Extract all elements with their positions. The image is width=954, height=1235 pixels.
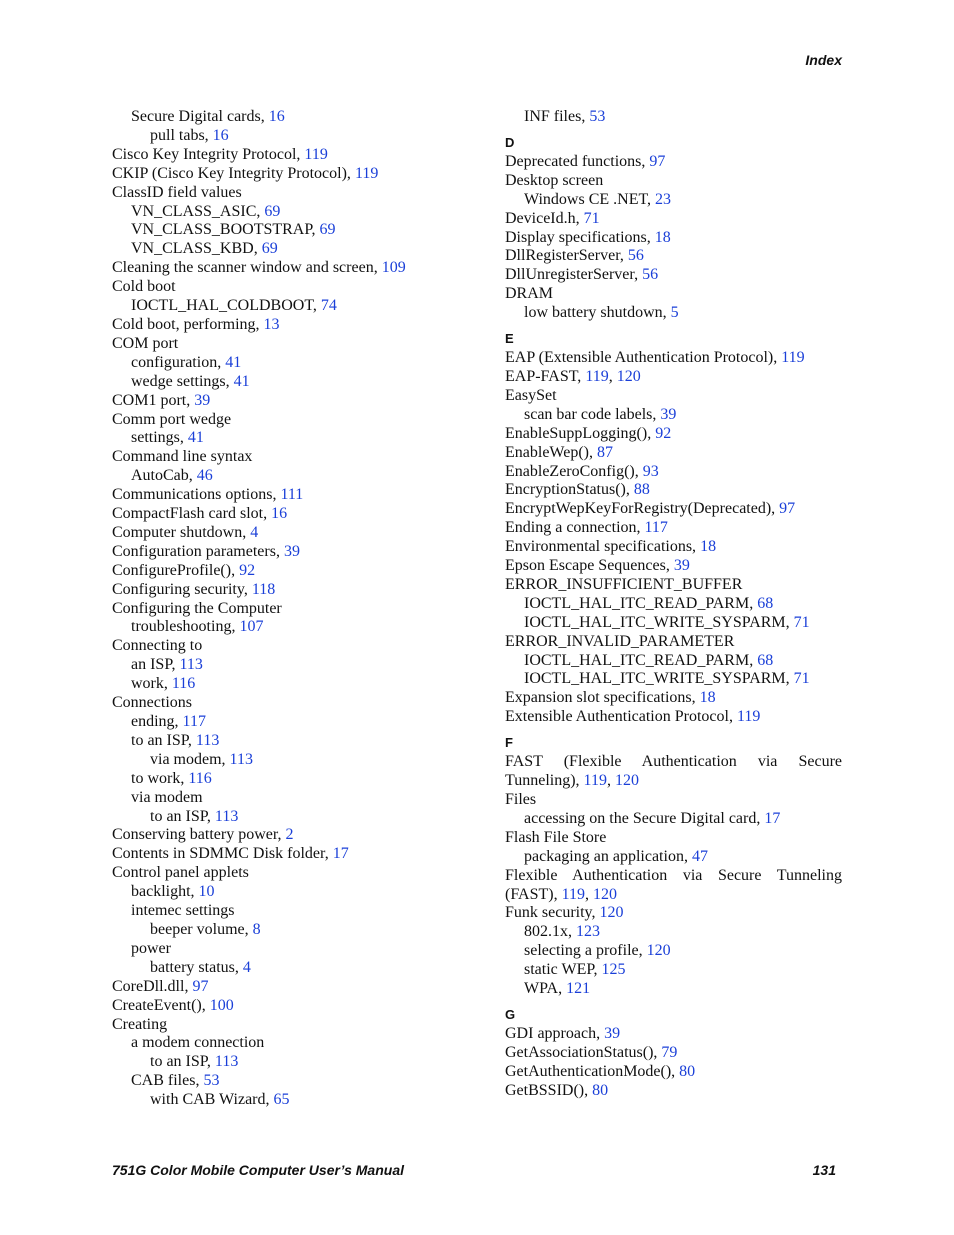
index-entry: [112, 581, 452, 600]
index-entry: FAST (Flexible Authentication via Secure Tunneling), 119, 120: [505, 753, 842, 790]
index-entry: [112, 1091, 452, 1110]
index-entry: [505, 444, 842, 463]
index-term: IOCTL_HAL_ITC_WRITE_SYSPARM,: [524, 613, 794, 631]
page-link[interactable]: 97: [779, 500, 796, 518]
index-term: battery status,: [150, 958, 243, 976]
page-link[interactable]: 4: [250, 523, 259, 541]
index-entry: [112, 543, 452, 562]
index-term: CompactFlash card slot,: [112, 505, 272, 523]
page-link[interactable]: 118: [251, 580, 276, 598]
page-link[interactable]: 69: [319, 221, 336, 239]
index-entry: [112, 411, 452, 430]
index-term: to work,: [131, 769, 189, 787]
index-term: EnableZeroConfig(),: [505, 462, 643, 480]
index-entry: Flexible Authentication via Secure Tunneling (FAST), 119, 120: [505, 866, 842, 903]
index-term: scan bar code labels,: [524, 405, 661, 423]
page-link[interactable]: 4: [242, 958, 251, 976]
index-entry: [505, 614, 842, 633]
page-link[interactable]: 16: [271, 505, 288, 523]
index-entry: EAP-FAST, 119, 120: [505, 367, 641, 385]
page-link[interactable]: 8: [252, 920, 261, 938]
index-entry: [112, 562, 452, 581]
index-term: work,: [131, 675, 172, 693]
index-term: Windows CE .NET,: [524, 190, 656, 208]
index-entry: [112, 392, 452, 411]
index-entry: [505, 689, 842, 708]
index-term: Ending a connection,: [505, 519, 645, 537]
index-term: configuration,: [131, 353, 226, 371]
page-link[interactable]: 41: [225, 353, 242, 371]
index-term: Expansion slot specifications,: [505, 689, 700, 707]
page-link[interactable]: 74: [320, 297, 337, 315]
page-link[interactable]: 53: [203, 1072, 220, 1090]
index-term: EAP (Extensible Authentication Protocol),: [505, 349, 782, 367]
index-term: pull tabs,: [150, 126, 213, 144]
index-term: CoreDll.dll,: [112, 977, 193, 995]
index-entry: [112, 203, 452, 222]
index-term: intemec settings: [131, 902, 235, 920]
page-link[interactable]: 119: [561, 885, 585, 903]
index-term: VN_CLASS_BOOTSTRAP,: [131, 221, 320, 239]
page-link[interactable]: 5: [670, 304, 679, 322]
page-link[interactable]: 113: [229, 750, 253, 768]
index-entry: [112, 618, 452, 637]
index-term: a modem connection: [131, 1034, 265, 1052]
index-entry: [112, 940, 452, 959]
index-entry: [112, 297, 452, 316]
page-link[interactable]: 71: [793, 670, 810, 688]
index-term: static WEP,: [524, 961, 602, 979]
page-link[interactable]: 69: [264, 202, 281, 220]
index-entry: [112, 808, 452, 827]
index-term: Configuration parameters,: [112, 542, 284, 560]
index-entry: [112, 845, 452, 864]
page-link[interactable]: 117: [644, 519, 668, 537]
index-term: ConfigureProfile(),: [112, 561, 240, 579]
index-entry: [112, 486, 452, 505]
index-entry: [112, 826, 452, 845]
index-entry: [505, 304, 842, 323]
index-entry: [112, 108, 452, 127]
page-link[interactable]: 119: [354, 164, 379, 182]
index-term: EAP-FAST,: [505, 367, 586, 385]
index-entry: [505, 652, 842, 671]
index-term: to an ISP,: [150, 1053, 215, 1071]
index-entry: [112, 448, 452, 467]
page-link[interactable]: 109: [381, 259, 406, 277]
page-link[interactable]: 46: [196, 467, 213, 485]
index-entry: [505, 942, 842, 961]
index-term: GetAuthenticationMode(),: [505, 1062, 680, 1080]
index-term: Extensible Authentication Protocol,: [505, 708, 737, 726]
index-entry: [112, 146, 452, 165]
index-entry: [505, 670, 842, 689]
index-entry: [505, 576, 842, 595]
index-entry: [505, 1025, 842, 1044]
index-term: beeper volume,: [150, 920, 253, 938]
index-term: Epson Escape Sequences,: [505, 557, 674, 575]
index-term: IOCTL_HAL_ITC_WRITE_SYSPARM,: [524, 670, 794, 688]
index-entry: [505, 108, 842, 127]
page-link[interactable]: 71: [793, 613, 810, 631]
index-entry: [505, 595, 842, 614]
index-term: GetBSSID(),: [505, 1081, 593, 1099]
index-term: with CAB Wizard,: [150, 1091, 274, 1109]
page-link[interactable]: 13: [263, 315, 280, 333]
index-term: Cold boot, performing,: [112, 315, 264, 333]
index-term: Control panel applets: [112, 864, 249, 882]
index-term: packaging an application,: [524, 847, 692, 865]
section-header: Index: [805, 52, 842, 68]
index-entry: [505, 210, 842, 229]
index-entry: [505, 172, 842, 191]
index-entry: [112, 600, 452, 619]
index-entry: [112, 165, 452, 184]
index-term: wedge settings,: [131, 372, 234, 390]
index-entry: [505, 791, 842, 810]
index-term: FAST (Flexible Authentication via Secure Tunneling),: [505, 753, 842, 790]
page-link[interactable]: 107: [239, 618, 264, 636]
page-link[interactable]: 113: [195, 731, 220, 749]
page-link[interactable]: 120: [614, 772, 639, 790]
page-link[interactable]: 65: [273, 1091, 290, 1109]
index-entry: [505, 961, 842, 980]
index-entry: [112, 373, 452, 392]
index-entry: [112, 959, 452, 978]
index-entry: [505, 285, 842, 304]
index-entry: [112, 770, 452, 789]
page-link[interactable]: 2: [285, 826, 294, 844]
index-term: Desktop screen: [505, 171, 604, 189]
index-term: CreateEvent(),: [112, 996, 210, 1014]
index-letter-heading: D: [505, 134, 515, 150]
page-link[interactable]: 119: [736, 708, 761, 726]
index-entry: [112, 184, 452, 203]
index-entry: [505, 229, 842, 248]
index-entry: [505, 829, 842, 848]
page-link[interactable]: 111: [280, 486, 304, 504]
index-entry: [505, 481, 842, 500]
index-entry: [112, 278, 452, 297]
index-term: IOCTL_HAL_ITC_READ_PARM,: [524, 651, 758, 669]
index-term: Creating: [112, 1015, 168, 1033]
index-term: DRAM: [505, 285, 554, 303]
index-entry: [505, 425, 842, 444]
page-link[interactable]: 39: [660, 405, 677, 423]
index-entry: [112, 883, 452, 902]
index-term: WPA,: [524, 980, 567, 998]
index-term: power: [131, 939, 171, 957]
index-entry: [112, 789, 452, 808]
index-term: COM port: [112, 334, 179, 352]
page-link[interactable]: 39: [604, 1024, 621, 1042]
index-term: VN_CLASS_ASIC,: [131, 202, 265, 220]
index-term: Configuring the Computer: [112, 599, 282, 617]
index-entry: [505, 266, 842, 285]
index-entry: [112, 316, 452, 335]
index-entry: [112, 656, 452, 675]
index-entry: [112, 978, 452, 997]
index-term: troubleshooting,: [131, 618, 240, 636]
index-entry: [112, 732, 452, 751]
page-link[interactable]: 68: [757, 651, 774, 669]
page-link[interactable]: 10: [198, 883, 215, 901]
index-entry: [112, 1072, 452, 1091]
index-term: Conserving battery power,: [112, 826, 286, 844]
index-entry: [505, 557, 842, 576]
index-entry: [505, 387, 842, 406]
index-term: EncryptWepKeyForRegistry(Deprecated),: [505, 500, 780, 518]
index-entry: [505, 247, 842, 266]
page-link[interactable]: 119: [304, 145, 328, 163]
page-link[interactable]: 41: [187, 429, 204, 447]
index-entry: [112, 1053, 452, 1072]
page-link[interactable]: 56: [642, 266, 659, 284]
page-link[interactable]: 116: [171, 675, 196, 693]
index-term: Command line syntax: [112, 448, 253, 466]
index-term: EnableWep(),: [505, 443, 597, 461]
index-term: accessing on the Secure Digital card,: [524, 809, 765, 827]
page-link[interactable]: 120: [646, 942, 671, 960]
page-link[interactable]: 56: [627, 247, 644, 265]
page-link[interactable]: 113: [214, 807, 239, 825]
index-entry: [112, 751, 452, 770]
index-term: DllUnregisterServer,: [505, 266, 643, 284]
index-term: IOCTL_HAL_ITC_READ_PARM,: [524, 594, 758, 612]
index-term: DllRegisterServer,: [505, 247, 628, 265]
index-term: GDI approach,: [505, 1024, 605, 1042]
index-term: EnableSuppLogging(),: [505, 424, 656, 442]
index-entry: [112, 505, 452, 524]
page-link[interactable]: 18: [700, 538, 717, 556]
page-link[interactable]: 119: [781, 349, 805, 367]
index-term: Display specifications,: [505, 228, 655, 246]
page-link[interactable]: 87: [597, 443, 613, 461]
page-link[interactable]: 123: [576, 923, 600, 941]
index-term: via modem: [131, 788, 203, 806]
index-entry: [112, 221, 452, 240]
index-entry: [505, 904, 842, 923]
index-entry: [112, 694, 452, 713]
page-link[interactable]: 125: [601, 961, 626, 979]
index-term: an ISP,: [131, 656, 180, 674]
index-entry: [112, 1034, 452, 1053]
page-link[interactable]: 39: [283, 542, 300, 560]
index-term: Cold boot: [112, 278, 176, 296]
index-entry: [505, 810, 842, 829]
page-link[interactable]: 23: [655, 190, 672, 208]
page-link[interactable]: 120: [616, 367, 641, 385]
index-term: Connecting to: [112, 637, 203, 655]
page-link[interactable]: 97: [649, 152, 666, 170]
index-term: to an ISP,: [150, 807, 215, 825]
index-term: Deprecated functions,: [505, 152, 650, 170]
page-link[interactable]: 71: [583, 209, 600, 227]
index-entry: [505, 519, 842, 538]
index-entry: [112, 354, 452, 373]
page-link[interactable]: 117: [182, 713, 206, 730]
index-term: Computer shutdown,: [112, 523, 251, 541]
index-entry: [505, 848, 842, 867]
index-entry: [505, 633, 842, 652]
index-letter-heading: F: [505, 735, 513, 751]
page-link[interactable]: 113: [179, 656, 203, 674]
index-term: Flexible Authentication via Secure Tunneling (FAST),: [505, 866, 842, 903]
index-entry: [112, 997, 452, 1016]
index-letter-heading: G: [505, 1006, 516, 1022]
index-term: Flash File Store: [505, 828, 607, 846]
footer-manual-title: 751G Color Mobile Computer User’s Manual: [112, 1162, 404, 1178]
index-term: selecting a profile,: [524, 942, 647, 960]
page-link[interactable]: 119: [583, 772, 607, 790]
page-link[interactable]: 79: [661, 1043, 678, 1061]
page-link[interactable]: 92: [655, 424, 672, 442]
page-link[interactable]: 116: [188, 769, 212, 787]
index-entry: [505, 191, 842, 210]
page-link[interactable]: 120: [599, 904, 624, 922]
page-link[interactable]: 69: [261, 240, 278, 258]
index-entry: [505, 349, 842, 368]
page-link[interactable]: 17: [764, 809, 781, 827]
page-link[interactable]: 100: [209, 996, 234, 1014]
page-link[interactable]: 93: [642, 462, 659, 480]
index-entry: [505, 708, 842, 727]
index-entry: [112, 1016, 452, 1035]
page-link[interactable]: 80: [679, 1062, 696, 1080]
index-term: ClassID field values: [112, 183, 242, 201]
page-link[interactable]: 68: [757, 594, 774, 612]
index-entry: [505, 980, 842, 999]
index-term: low battery shutdown,: [524, 304, 671, 322]
index-term: Connections: [112, 694, 192, 712]
page-link[interactable]: 120: [593, 885, 617, 903]
page-link[interactable]: 53: [589, 108, 606, 125]
page-link[interactable]: 41: [233, 372, 250, 390]
index-term: Configuring security,: [112, 580, 252, 598]
index-term: Environmental specifications,: [505, 538, 701, 556]
page-link[interactable]: 39: [194, 391, 211, 409]
index-term: GetAssociationStatus(),: [505, 1043, 662, 1061]
page-link[interactable]: 113: [214, 1053, 239, 1071]
index-term: Comm port wedge: [112, 410, 232, 428]
index-entry: [112, 259, 452, 278]
index-term: COM1 port,: [112, 391, 195, 409]
index-term: DeviceId.h,: [505, 209, 584, 227]
index-entry: [505, 153, 842, 172]
index-term: INF files,: [524, 108, 590, 125]
index-term: 802.1x,: [524, 923, 576, 941]
index-entry: [112, 127, 452, 146]
index-term: ERROR_INVALID_PARAMETER: [505, 632, 735, 650]
index-term: Cleaning the scanner window and screen,: [112, 259, 382, 277]
index-column-left: [112, 108, 452, 1110]
index-entry: [112, 240, 452, 259]
page-link[interactable]: 92: [239, 561, 256, 579]
index-term: EasySet: [505, 386, 557, 404]
index-letter-heading: E: [505, 331, 514, 347]
page-link[interactable]: 47: [691, 847, 708, 865]
page-link[interactable]: 39: [673, 557, 690, 575]
index-entry: [112, 467, 452, 486]
page-link[interactable]: 18: [699, 689, 716, 707]
index-term: via modem,: [150, 750, 230, 768]
index-term: backlight,: [131, 883, 199, 901]
index-entry: [112, 524, 452, 543]
index-entry: [112, 637, 452, 656]
index-term: EncryptionStatus(),: [505, 481, 634, 499]
page-link[interactable]: 88: [633, 481, 650, 499]
page-link[interactable]: 18: [654, 228, 671, 246]
page-link[interactable]: 16: [212, 126, 229, 144]
index-term: Contents in SDMMC Disk folder,: [112, 845, 333, 863]
index-entry: [505, 538, 842, 557]
index-entry: [112, 921, 452, 940]
index-entry: [505, 923, 842, 942]
index-entry: [505, 500, 842, 519]
index-term: Files: [505, 791, 537, 808]
index-term: Secure Digital cards,: [131, 108, 269, 125]
index-term: AutoCab,: [131, 467, 197, 485]
page-link[interactable]: 16: [268, 108, 285, 125]
footer-page-number: 131: [812, 1162, 836, 1178]
index-entry: [112, 902, 452, 921]
index-entry: [505, 1063, 842, 1082]
index-entry: [505, 1044, 842, 1063]
index-entry: [112, 864, 452, 883]
index-entry: [112, 713, 452, 732]
index-entry: [112, 335, 452, 354]
index-term: Cisco Key Integrity Protocol,: [112, 145, 305, 163]
index-term: to an ISP,: [131, 731, 196, 749]
index-term: Communications options,: [112, 486, 281, 504]
page-link[interactable]: 119: [585, 367, 609, 385]
page-link[interactable]: 97: [192, 977, 209, 995]
index-entry: [505, 406, 842, 425]
page-link[interactable]: 17: [332, 845, 349, 863]
index-entry: [505, 1082, 842, 1101]
index-term: Funk security,: [505, 904, 600, 922]
index-entry: [112, 675, 452, 694]
index-term: ending,: [131, 713, 183, 730]
page-link[interactable]: 121: [566, 980, 591, 998]
index-term: VN_CLASS_KBD,: [131, 240, 262, 258]
index-term: IOCTL_HAL_COLDBOOT,: [131, 297, 321, 315]
index-term: CAB files,: [131, 1072, 204, 1090]
index-column-right: [505, 108, 842, 1101]
index-term: ERROR_INSUFFICIENT_BUFFER: [505, 575, 743, 593]
index-term: settings,: [131, 429, 188, 447]
index-entry: [505, 463, 842, 482]
page-link[interactable]: 80: [592, 1081, 609, 1099]
index-entry: [112, 429, 452, 448]
index-term: CKIP (Cisco Key Integrity Protocol),: [112, 164, 355, 182]
